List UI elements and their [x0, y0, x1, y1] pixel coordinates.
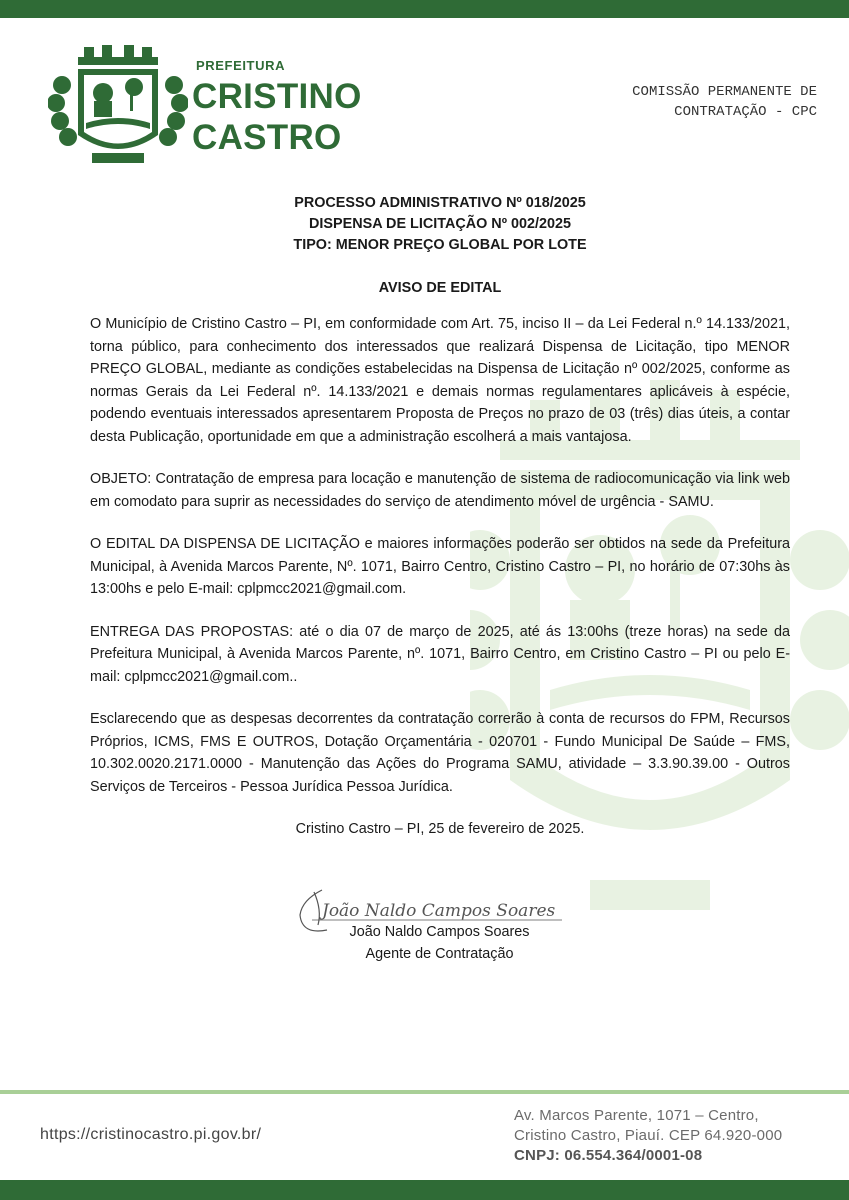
- footer-website-link[interactable]: https://cristinocastro.pi.gov.br/: [40, 1126, 262, 1143]
- proposal-delivery-paragraph: ENTREGA DAS PROPOSTAS: até o dia 07 de março de 2025, até ás 13:00hs (treze horas) na sede da Prefeitura Municipal, à Avenida Marcos Parente, nº. 1071, Bairro Centro, em Cristino Castro – PI ou pelo E-mail: cplpmcc2021@gmail.com..: [90, 623, 790, 685]
- budget-paragraph: Esclarecendo que as despesas decorrentes da contratação correrão à conta de recursos do FPM, Recursos Próprios, ICMS, FMS E OUTROS, Dotação Orçamentária - 020701 - Fundo Municipal De Saúde – FMS, 10.302.0020.2171.0000 - Manutenção das Ações do Programa SAMU, atividade – 3.3.90.39.00 - Outros Serviços de Terceiros - Pessoa Jurídica Pessoa Jurídica.: [90, 711, 790, 795]
- top-color-bar: [0, 0, 849, 18]
- object-paragraph: OBJETO: Contratação de empresa para locação e manutenção de sistema de radiocomunicação via link web em comodato para suprir as necessidades do serviço de atendimento móvel de urgência - SAMU.: [90, 471, 790, 510]
- brand-prefeitura: PREFEITURA: [196, 58, 286, 73]
- footer-divider: [0, 1090, 849, 1094]
- place-and-date: Cristino Castro – PI, 25 de fevereiro de 2025.: [295, 821, 585, 837]
- footer-address-line1: Av. Marcos Parente, 1071 – Centro,: [514, 1107, 759, 1124]
- signature-script: João Naldo Campos Soares: [322, 901, 556, 921]
- city-coat-of-arms-logo: [48, 45, 188, 170]
- footer-address-line2: Cristino Castro, Piauí. CEP 64.920-000: [514, 1127, 783, 1144]
- bottom-color-bar: [0, 1180, 849, 1200]
- signatory-role: Agente de Contratação: [365, 946, 514, 962]
- committee-line2: CONTRATAÇÃO - CPC: [674, 104, 817, 120]
- intro-paragraph: O Município de Cristino Castro – PI, em conformidade com Art. 75, inciso II – da Lei Federal n.º 14.133/2021, torna público, para conhecimento dos interessados que realizará Dispensa de Licitação, tipo MENOR PREÇO GLOBAL, mediante as condições estabelecidas na Dispensa de Licitação nº 002/2025, conforme as normas Gerais da Lei Federal nº. 14.133/2021 e demais normas regulamentares aplicáveis à espécie, podendo eventuais interessados apresentarem Proposta de Preços no prazo de 03 (três) dias úteis, a contar desta Publicação, oportunidade em que a administração escolherá a mais vantajosa.: [90, 316, 790, 445]
- footer-cnpj: CNPJ: 06.554.364/0001-08: [514, 1147, 703, 1164]
- signatory-name: João Naldo Campos Soares: [349, 924, 530, 940]
- edital-info-paragraph: O EDITAL DA DISPENSA DE LICITAÇÃO e maiores informações poderão ser obtidos na sede da Prefeitura Municipal, à Avenida Marcos Parente, Nº. 1071, Bairro Centro, Cristino Castro – PI, no horário de 07:30hs às 13:00hs e pelo E-mail: cplpmcc2021@gmail.com.: [90, 536, 790, 597]
- type-heading: TIPO: MENOR PREÇO GLOBAL POR LOTE: [293, 237, 587, 253]
- notice-title: AVISO DE EDITAL: [378, 280, 502, 296]
- committee-label: [632, 82, 817, 122]
- dispensa-number-heading: DISPENSA DE LICITAÇÃO Nº 002/2025: [309, 216, 571, 232]
- process-number-heading: PROCESSO ADMINISTRATIVO Nº 018/2025: [294, 195, 586, 211]
- committee-line1: COMISSÃO PERMANENTE DE: [632, 84, 817, 100]
- brand-name-line2: CASTRO: [192, 118, 342, 157]
- brand-name-line1: CRISTINO: [192, 77, 362, 116]
- footer-address: [514, 1106, 782, 1166]
- document-body: [90, 193, 790, 841]
